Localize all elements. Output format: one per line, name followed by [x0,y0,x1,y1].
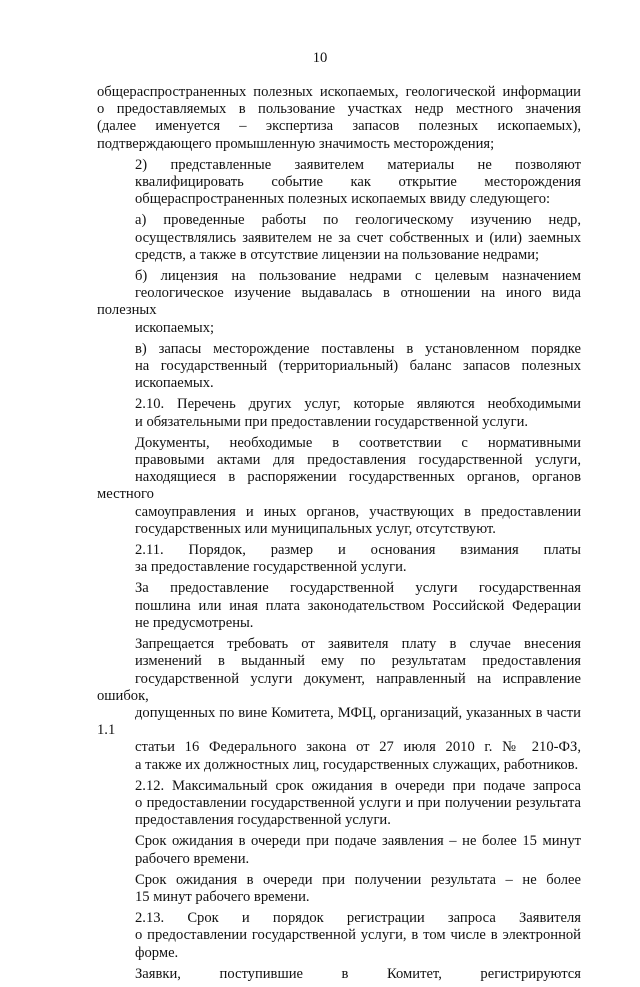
text-line: а также их должностных лиц, государственных служащих, работников. [135,756,579,773]
text-line: осуществлялись заявителем не за счет собственных и (или) заемных [135,229,581,246]
text-line: государственных или муниципальных услуг, отсутствуют. [135,520,496,537]
text-line: государственной услуги документ, направленный на исправление ошибок, [97,670,581,704]
text-line: Срок ожидания в очереди при подаче заявления – не более 15 минут [135,833,581,850]
text-line: 2.13. Срок и порядок регистрации запроса Заявителя [135,910,581,927]
paragraph [97,84,581,153]
text-line: общераспространенных полезных ископаемых, геологической информации [97,84,581,100]
text-line: о предоставлении государственной услуги, в том числе в электронной [135,927,581,944]
paragraph [97,341,581,393]
text-line: в) запасы месторождение поставлены в установленном порядке [135,340,581,357]
text-line: правовыми актами для предоставления государственной услуги, [135,452,581,469]
page-number: 10 [312,50,328,66]
paragraph [97,910,581,962]
document-body [97,84,581,987]
text-line: форме. [135,944,179,961]
text-line: и обязательными при предоставлении государственной услуги. [135,413,529,430]
paragraph [97,212,581,264]
text-line: б) лицензия на пользование недрами с целевым назначением [135,268,581,285]
text-line: за предоставление государственной услуги. [135,559,407,576]
text-line: предоставления государственной услуги. [135,812,391,829]
text-line: на государственный (территориальный) баланс запасов полезных [135,358,581,375]
paragraph [97,542,581,576]
text-line: Документы, необходимые в соответствии с нормативными [135,434,581,451]
text-line: Запрещается требовать от заявителя плату в случае внесения [135,636,581,653]
text-line: Заявки, поступившие в Комитет, регистрируются [135,965,581,982]
text-line: находящиеся в распоряжении государственных органов, органов местного [97,469,581,503]
text-line: не предусмотрены. [135,614,254,631]
text-line: (далее именуется – экспертиза запасов полезных ископаемых), [97,118,581,135]
text-line: 15 минут рабочего времени. [135,888,310,905]
paragraph [97,636,581,774]
text-line: а) проведенные работы по геологическому изучению недр, [135,212,581,229]
text-line: геологическое изучение выдавалась в отношении на иного вида полезных [97,285,581,319]
paragraph [97,580,581,632]
text-line: о предоставляемых в пользование участках недр местного значения [97,101,581,118]
paragraph [97,966,581,983]
text-line: квалифицировать событие как открытие месторождения [135,174,581,191]
paragraph [97,435,581,538]
text-line: рабочего времени. [135,850,250,867]
text-line: допущенных по вине Комитета, МФЦ, организаций, указанных в части 1.1 [97,704,581,739]
text-line: 2.12. Максимальный срок ожидания в очереди при подаче запроса [135,777,581,794]
text-line: подтверждающего промышленную значимость месторождения; [97,135,495,152]
paragraph [97,396,581,430]
paragraph [97,872,581,906]
paragraph [97,268,581,337]
text-line: пошлина или иная плата законодательством Российской Федерации [135,597,581,614]
text-line: о предоставлении государственной услуги и при получении результата [135,794,581,811]
paragraph [97,833,581,867]
paragraph [97,778,581,830]
text-line: изменений в выданный ему по результатам предоставления [135,653,581,670]
text-line: 2) представленные заявителем материалы не позволяют [135,156,581,173]
text-line: Срок ожидания в очереди при получении результата – не более [135,871,581,888]
text-line: статьи 16 Федерального закона от 27 июля 2010 г. № 210-ФЗ, [135,739,581,756]
paragraph [97,157,581,209]
text-line: общераспространенных полезных ископаемых ввиду следующего: [135,191,551,208]
text-line: 2.10. Перечень других услуг, которые являются необходимыми [135,396,581,413]
text-line: ископаемых. [135,375,214,392]
text-line: самоуправления и иных органов, участвующих в предоставлении [135,503,581,520]
text-line: средств, а также в отсутствие лицензии на пользование недрами; [135,246,540,263]
text-line: ископаемых; [135,319,215,336]
text-line: За предоставление государственной услуги государственная [135,580,581,597]
text-line: 2.11. Порядок, размер и основания взимания платы [135,542,581,559]
